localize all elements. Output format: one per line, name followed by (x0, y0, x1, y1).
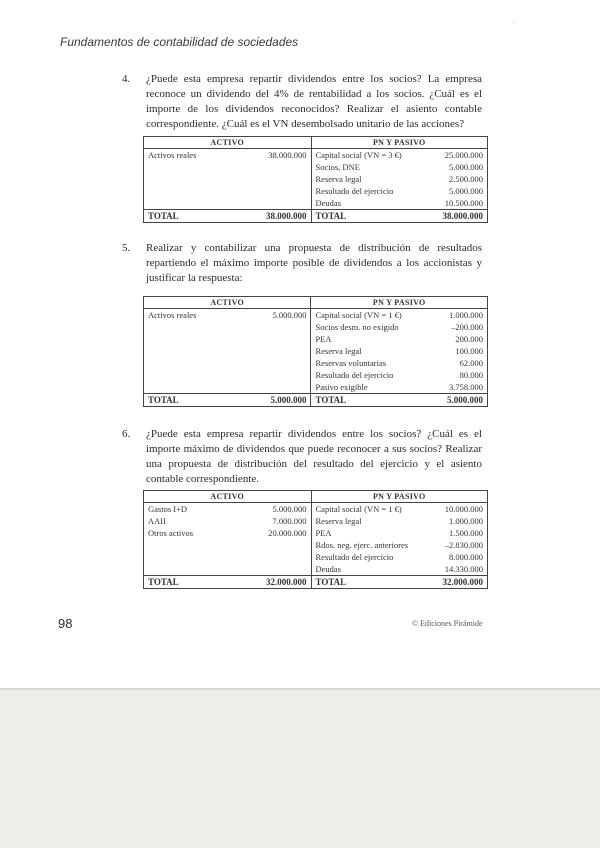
question-number: 5. (122, 242, 131, 254)
total-pasivo: 38.000.000 (428, 210, 488, 223)
pasivo-value: 14.330.000 (444, 564, 483, 574)
activo-value: 5.000.000 (255, 503, 311, 516)
pasivo-label: Capital social (VN = 1 €) (315, 504, 402, 514)
question-number: 4. (122, 73, 131, 85)
pasivo-label: Reserva legal (315, 516, 362, 526)
total-activo: 32.000.000 (255, 576, 311, 589)
pasivo-value: –2.830.000 (444, 540, 483, 550)
activo-label: Otros activos (148, 528, 194, 538)
activo-value: 5.000.000 (255, 309, 311, 322)
pasivo-label: Reserva legal (315, 346, 362, 356)
question-text: ¿Puede esta empresa repartir dividendos entre los socios? La empresa reconoce un dividendo del 4% de rentabilidad a los socios. ¿Cuál es el importe de los dividendos reconocidos? Realizar el asiento contable correspondiente. ¿Cuál es el VN desembolsado unitario de las acciones? (146, 73, 482, 130)
pasivo-label: Resultado del ejercicio (315, 370, 394, 380)
total-label: TOTAL (311, 210, 428, 223)
pasivo-label: Deudas (315, 564, 341, 574)
pasivo-label: Rdos. neg. ejerc. anteriores (315, 540, 409, 550)
pasivo-value: 3.758.000 (449, 382, 483, 392)
total-activo: 38.000.000 (255, 210, 311, 223)
pasivo-value: 5.000.000 (449, 186, 483, 196)
pasivo-label: Reserva legal (315, 174, 362, 184)
publisher-credit: © Ediciones Pirámide (412, 619, 483, 628)
pasivo-value: 25.000.000 (444, 150, 483, 160)
activo-header: ACTIVO (144, 491, 312, 503)
pasivo-value: 8.000.000 (449, 552, 483, 562)
pasivo-value: 100.000 (455, 346, 483, 356)
pasivo-value: 200.000 (455, 334, 483, 344)
pasivo-label: Deudas (315, 198, 341, 208)
pasivo-value: 1.000.000 (449, 310, 483, 320)
running-head: Fundamentos de contabilidad de sociedades (60, 35, 299, 49)
activo-label: AAII (148, 516, 166, 526)
pasivo-value: 62.000 (459, 358, 483, 368)
question-text: Realizar y contabilizar una propuesta de distribución de resultados repartiendo el máximo importe posible de dividendos a los accionistas y justificar la respuesta: (146, 242, 482, 284)
pasivo-label: PEA (315, 334, 332, 344)
total-label: TOTAL (144, 210, 256, 223)
activo-value: 38.000.000 (255, 149, 311, 162)
balance-table-5 (143, 296, 488, 407)
balance-table-6 (143, 490, 488, 589)
activo-label: Activos reales (148, 310, 197, 320)
total-label: TOTAL (144, 576, 256, 589)
question-number: 6. (122, 428, 131, 440)
pasivo-label: Capital social (VN = 3 €) (315, 150, 402, 160)
pasivo-value: 5.000.000 (449, 162, 483, 172)
pasivo-label: Socios desm. no exigido (315, 322, 399, 332)
pasivo-label: Capital social (VN = 1 €) (315, 310, 402, 320)
question-5 (122, 241, 482, 286)
pasivo-value: 80.000 (459, 370, 483, 380)
pasivo-label: PEA (315, 528, 332, 538)
question-6 (122, 427, 482, 487)
pasivo-label: Socios, DNE (315, 162, 360, 172)
pasivo-label: Pasivo exigible (315, 382, 368, 392)
total-label: TOTAL (311, 394, 428, 407)
total-pasivo: 32.000.000 (428, 576, 488, 589)
pasivo-label: Resultado del ejercicio (315, 552, 394, 562)
total-activo: 5.000.000 (255, 394, 311, 407)
question-4 (122, 72, 482, 132)
activo-header: ACTIVO (144, 137, 312, 149)
pasivo-value: 10.000.000 (444, 504, 483, 514)
activo-header: ACTIVO (144, 297, 311, 309)
pasivo-value: 1.000.000 (449, 516, 483, 526)
activo-value: 20.000.000 (255, 527, 311, 539)
balance-table-4 (143, 136, 488, 223)
question-text: ¿Puede esta empresa repartir dividendos entre los socios? ¿Cuál es el importe máximo de dividendos que puede reconocer a sus socios? Realizar una propuesta de distribución del resultado del ejercicio y el asiento contable correspondiente. (146, 428, 482, 485)
pasivo-header: PN Y PASIVO (311, 297, 488, 309)
page-number: 98 (58, 616, 73, 631)
total-pasivo: 5.000.000 (428, 394, 488, 407)
scanner-background (0, 690, 600, 848)
scan-artifact: · (512, 18, 516, 29)
total-label: TOTAL (144, 394, 256, 407)
activo-label: Activos reales (148, 150, 197, 160)
pasivo-value: 2.500.000 (449, 174, 483, 184)
activo-label: Gastos I+D (148, 504, 188, 514)
pasivo-value: –200.000 (451, 322, 483, 332)
activo-value: 7.000.000 (255, 515, 311, 527)
pasivo-label: Resultado del ejercicio (315, 186, 394, 196)
pasivo-label: Reservas voluntarias (315, 358, 387, 368)
pasivo-header: PN Y PASIVO (311, 137, 488, 149)
pasivo-value: 10.500.000 (444, 198, 483, 208)
pasivo-header: PN Y PASIVO (311, 491, 488, 503)
total-label: TOTAL (311, 576, 428, 589)
pasivo-value: 1.500.000 (449, 528, 483, 538)
